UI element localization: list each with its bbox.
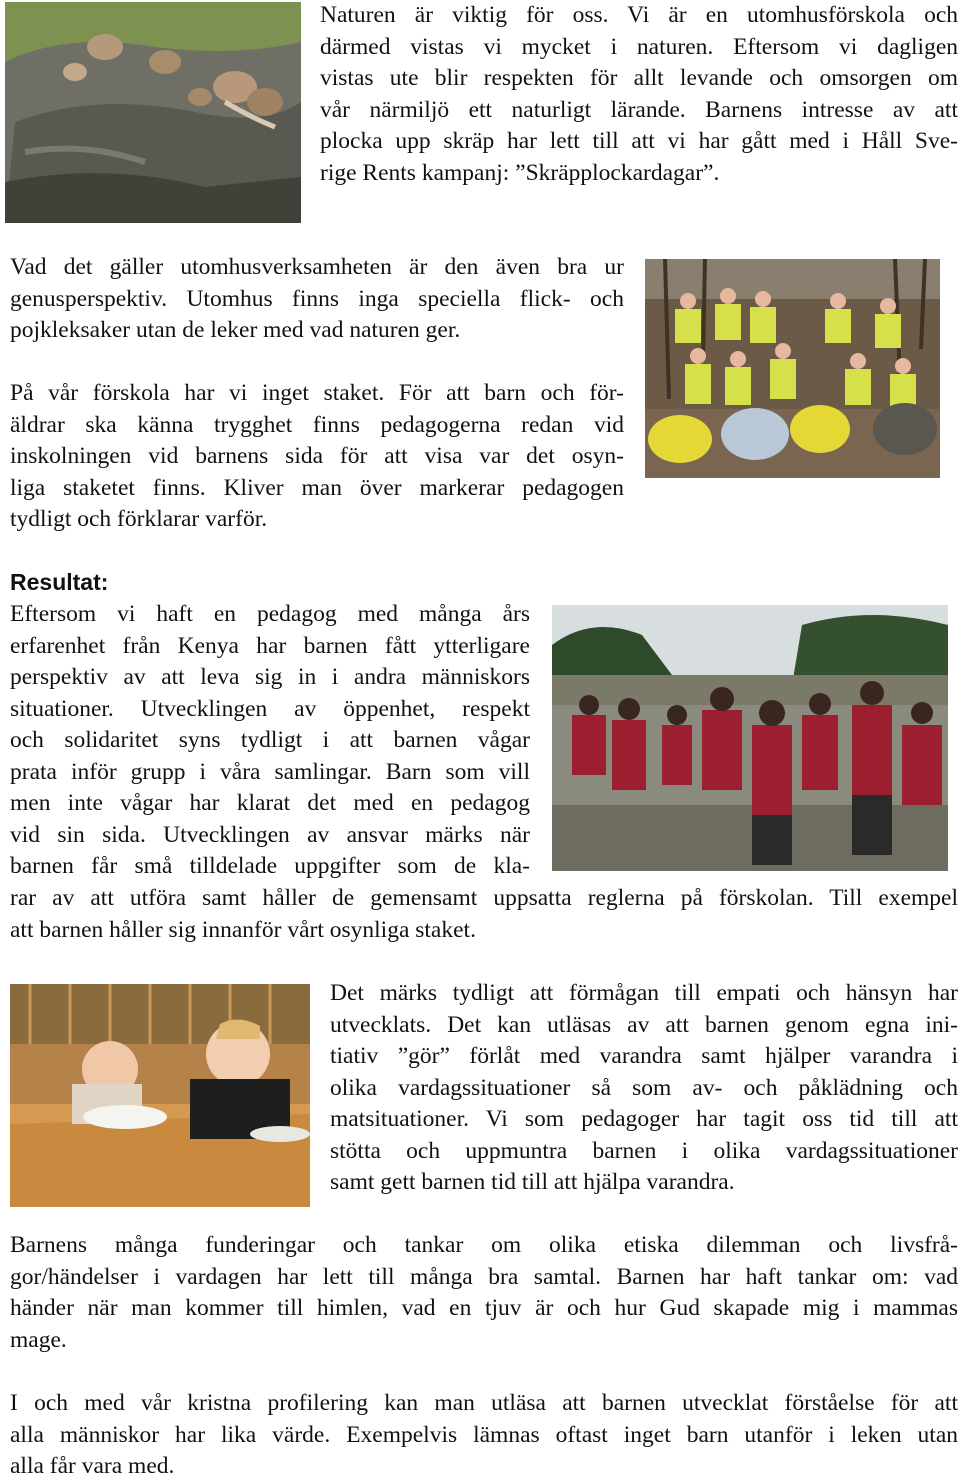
text-line: olika vardagssituationer så som av- och påklädning och — [330, 1074, 958, 1101]
children-forest-photo-illustration — [645, 259, 940, 478]
text-line: gor/händelser i vardagen har lett till många bra samtal. Barnen har haft tankar om: vad — [10, 1263, 958, 1290]
paragraph-ethics — [10, 1230, 958, 1356]
text-line: utvecklats. Det kan utläsas av att barnen genom egna ini- — [330, 1011, 958, 1038]
text-line: vid sin sida. Utvecklingen av ansvar märks när — [10, 821, 530, 848]
text-line: alla människor har lika värde. Exempelvis lämnas oftast inget barn utanför i leken utan — [10, 1421, 958, 1448]
paragraph-results-continued — [10, 883, 958, 946]
paragraph-nature — [320, 0, 958, 189]
text-line: händer när man kommer till himlen, vad en tjuv är och hur Gud skapade mig i mammas — [10, 1295, 958, 1321]
text-line: barnen får små tilldelade uppgifter som de kla- — [10, 853, 530, 879]
text-line: situationer. Utvecklingen av öppenhet, respekt — [10, 695, 530, 722]
text-line: vår närmiljö ett naturligt lärande. Barnens intresse av att — [320, 96, 958, 123]
text-line: alla får vara med. — [10, 1453, 175, 1479]
text-line: rige Rents kampanj: ”Skräpplockardagar”. — [320, 159, 720, 186]
text-line: I och med vår kristna profilering kan man utläsa att barnen utvecklat förståelse för att — [10, 1390, 958, 1416]
text-line: samt gett barnen tid till att hjälpa varandra. — [330, 1169, 735, 1195]
feeding-photo-illustration — [10, 984, 310, 1207]
text-line: Det märks tydligt att förmågan till empati och hänsyn har — [330, 980, 958, 1006]
text-line: äldrar ska känna trygghet finns pedagogerna redan vid — [10, 411, 624, 438]
feeding-photo — [10, 984, 310, 1207]
text-line: att barnen håller sig innanför vårt osynliga staket. — [10, 916, 476, 943]
text-line: Naturen är viktig för oss. Vi är en utomhusförskola och — [320, 2, 958, 28]
children-forest-photo — [645, 259, 940, 478]
text-line: rar av att utföra samt håller de gemensamt uppsatta reglerna på förskolan. Till exempel — [10, 885, 958, 911]
text-line: stötta och uppmuntra barnen i olika vardagssituationer — [330, 1137, 958, 1164]
text-line: genusperspektiv. Utomhus finns inga speciella flick- och — [10, 285, 624, 312]
paragraph-results — [10, 599, 530, 883]
text-line: mage. — [10, 1326, 67, 1353]
section-heading-results: Resultat: — [10, 569, 109, 595]
paragraph-empathy — [330, 978, 958, 1199]
text-line: tiativ ”gör” förlåt med varandra samt hjälper varandra i — [330, 1043, 958, 1069]
text-line: och solidaritet syns tydligt i att barnen vågar — [10, 727, 530, 753]
text-line: vistas ute blir respekten för allt levande och omsorgen om — [320, 65, 958, 91]
paragraph-gender — [10, 252, 624, 347]
text-line: därmed vistas vi mycket i naturen. Eftersom vi dagligen — [320, 33, 958, 60]
kenya-photo — [552, 605, 948, 871]
text-line: På vår förskola har vi inget staket. För att barn och för- — [10, 380, 624, 406]
text-line: men inte vågar har klarat det med en pedagog — [10, 790, 530, 816]
text-line: inskolningen vid barnens sida för att visa var det osyn- — [10, 443, 624, 469]
text-line: Eftersom vi haft en pedagog med många års — [10, 601, 530, 627]
text-line: liga staketet finns. Kliver man över markerar pedagogen — [10, 474, 624, 501]
text-line: matsituationer. Vi som pedagoger har tagit oss tid till att — [330, 1106, 958, 1132]
text-line: pojkleksaker utan de leker med vad naturen ger. — [10, 317, 461, 343]
text-line: Vad det gäller utomhusverksamheten är den även bra ur — [10, 254, 624, 280]
kenya-photo-illustration — [552, 605, 948, 871]
snails-photo-illustration — [5, 2, 301, 223]
text-line: tydligt och förklarar varför. — [10, 506, 268, 532]
text-line: erfarenhet från Kenya har barnen fått ytterligare — [10, 632, 530, 659]
text-line: perspektiv av att leva sig in i andra människors — [10, 664, 530, 690]
text-line: Barnens många funderingar och tankar om olika etiska dilemman och livsfrå- — [10, 1232, 958, 1258]
text-line: plocka upp skräp har lett till att vi har gått med i Håll Sve- — [320, 128, 958, 154]
snails-photo — [5, 2, 301, 223]
paragraph-fence — [10, 378, 624, 536]
text-line: prata inför grupp i våra samlingar. Barn som vill — [10, 758, 530, 785]
paragraph-christian-profile — [10, 1388, 958, 1483]
